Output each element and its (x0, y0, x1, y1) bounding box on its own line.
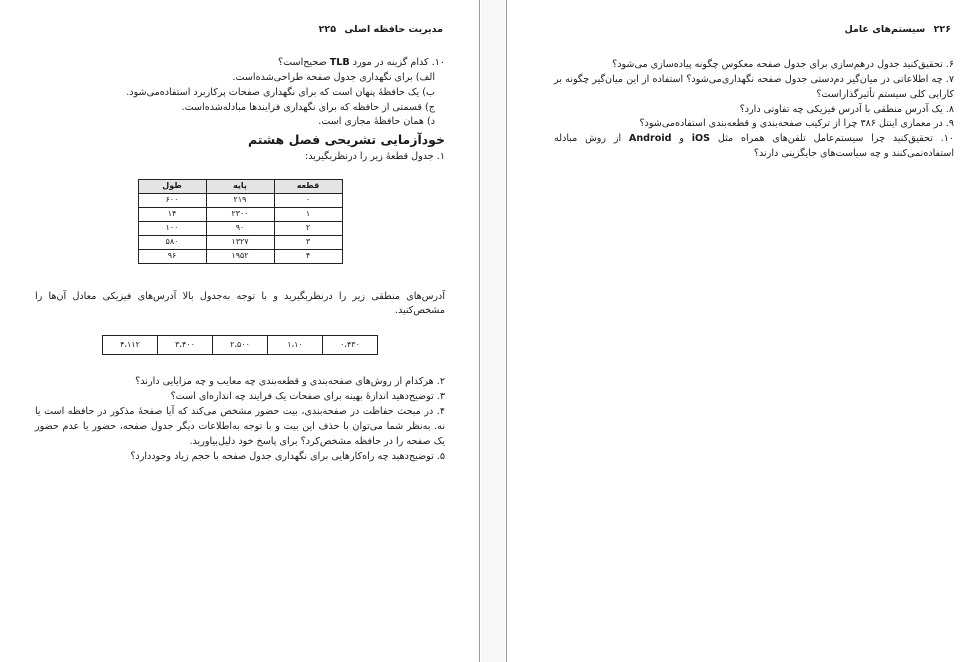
table-cell: ۱۴ (138, 207, 206, 221)
tlb-term: TLB (329, 57, 350, 68)
address-cell: ۱،۱۰ (268, 336, 323, 355)
table-row (138, 193, 342, 207)
page-number: ۲۲۵ (318, 24, 337, 35)
address-row (103, 336, 378, 355)
question-list (35, 375, 445, 464)
address-cell: ۳،۴۰۰ (158, 336, 213, 355)
question-2: ۲. هرکدام از روش‌های صفحه‌بندی و قطعه‌بندی چه معایب و چه مزایایی دارند؟ (135, 376, 445, 388)
table-cell: ۴ (274, 249, 342, 263)
table-cell: ۲۱۹ (206, 193, 274, 207)
address-cell: ۰،۴۳۰ (323, 336, 378, 355)
page-226 (506, 0, 976, 662)
header-title: مدیریت حافظه اصلی (344, 24, 443, 35)
segment-table (138, 179, 343, 264)
question-9: ۹. در معماری اینتل ۳۸۶ چرا از ترکیب صفحه‌بندی و قطعه‌بندی استفاده‌می‌شود؟ (639, 118, 954, 130)
running-header (844, 24, 956, 35)
answer-options (35, 71, 435, 130)
header-length: طول (138, 179, 206, 193)
android-term: Android (628, 133, 672, 145)
table-cell: ۹۰ (206, 221, 274, 235)
table-cell: ۰ (274, 193, 342, 207)
page-number: ۲۲۶ (933, 24, 951, 35)
question-1: ۱. جدول قطعهٔ زیر را درنظربگیرید: (305, 150, 445, 162)
table-row (138, 207, 342, 221)
option-b: ب) یک حافظهٔ پنهان است که برای نگهداری صفحات پرکاربرد استفاده‌می‌شود. (126, 86, 435, 98)
running-header (314, 24, 443, 35)
question-10: ۱۰. تحقیق‌کنید چرا سیستم‌عامل تلفن‌های همراه مثل iOS و Android از روش مبادله استفاده‌نمی‌کنند و چه سیاست‌های جایگزینی دارند؟ (554, 133, 955, 160)
table-row (138, 235, 342, 249)
option-c: ج) قسمتی از حافظه که برای نگهداری فرایندها مبادله‌شده‌است. (181, 101, 435, 113)
table-cell: ۳ (274, 235, 342, 249)
table-row (138, 249, 342, 263)
page-content (35, 56, 445, 464)
table-cell: ۱۳۲۷ (206, 235, 274, 249)
question-7: ۷. چه اطلاعاتی در میان‌گیر دم‌دستی جدول صفحه نگهداری‌می‌شود؟ استفاده از این میان‌گیر چگونه بر کارایی کلی سیستم تأثیر‌گذاراست؟ (554, 73, 954, 100)
header-title: سیستم‌های عامل (844, 24, 926, 35)
table-cell: ۱۰۰ (138, 221, 206, 235)
table-cell: ۱۹۵۲ (206, 249, 274, 263)
table-cell: ۹۶ (138, 249, 206, 263)
book-gutter (481, 0, 505, 662)
logical-address-table (102, 335, 378, 355)
address-cell: ۲،۵۰۰ (213, 336, 268, 355)
option-d: د) همان حافظهٔ مجازی است. (318, 116, 435, 128)
header-base: پایه (206, 179, 274, 193)
table-cell: ۲۳۰۰ (206, 207, 274, 221)
question-10: ۱۰. کدام گزینه در مورد TLB صحیح‌است؟ (278, 57, 445, 68)
question-5: ۵. توضیح‌دهید چه راه‌کارهایی برای نگهداری جدول صفحه با حجم زیاد وجوددارد؟ (130, 450, 445, 462)
page-225 (0, 0, 480, 662)
header-segment: قطعه (274, 179, 342, 193)
table-row (138, 221, 342, 235)
page-content (554, 58, 954, 162)
option-a: الف) برای نگهداری جدول صفحه طراحی‌شده‌است. (232, 71, 435, 83)
table-cell: ۲ (274, 221, 342, 235)
question-8: ۸. یک آدرس منطقی با آدرس فیزیکی چه تفاوتی دارد؟ (739, 103, 954, 115)
address-cell: ۴،۱۱۲ (103, 336, 158, 355)
table-cell: ۵۸۰ (138, 235, 206, 249)
question-6: ۶. تحقیق‌کنید جدول درهم‌سازی برای جدول صفحه معکوس چگونه پیاده‌سازی می‌شود؟ (612, 59, 954, 70)
question-3: ۳. توضیح‌دهید اندازهٔ بهینه برای صفحات یک فرایند چه اندازه‌ای است؟ (170, 391, 445, 403)
section-title: خودآزمایی تشریحی فصل هشتم (247, 132, 445, 148)
table-cell: ۶۰۰ (138, 193, 206, 207)
instruction-paragraph: آدرس‌های منطقی زیر را درنظربگیرید و با توجه به‌جدول بالا آدرس‌های فیزیکی معادل آن‌ها را مشخص‌کنید. (35, 290, 445, 317)
table-header-row (138, 179, 342, 193)
ios-term: iOS (691, 133, 711, 145)
question-4: ۴. در مبحث حفاظت در صفحه‌بندی، بیت حضور مشخص می‌کند که آیا صفحهٔ مذکور در حافظه است یا نه. به‌نظر شما می‌توان با حذف این بیت و با توجه به‌اطلاعات دیگر جدول صفحه، حضور یا عدم حضور یک صفحه را در حافظه مشخص‌کرد؟ برای پاسخ خود دلیل‌بیاورید. (35, 405, 445, 447)
table-cell: ۱ (274, 207, 342, 221)
